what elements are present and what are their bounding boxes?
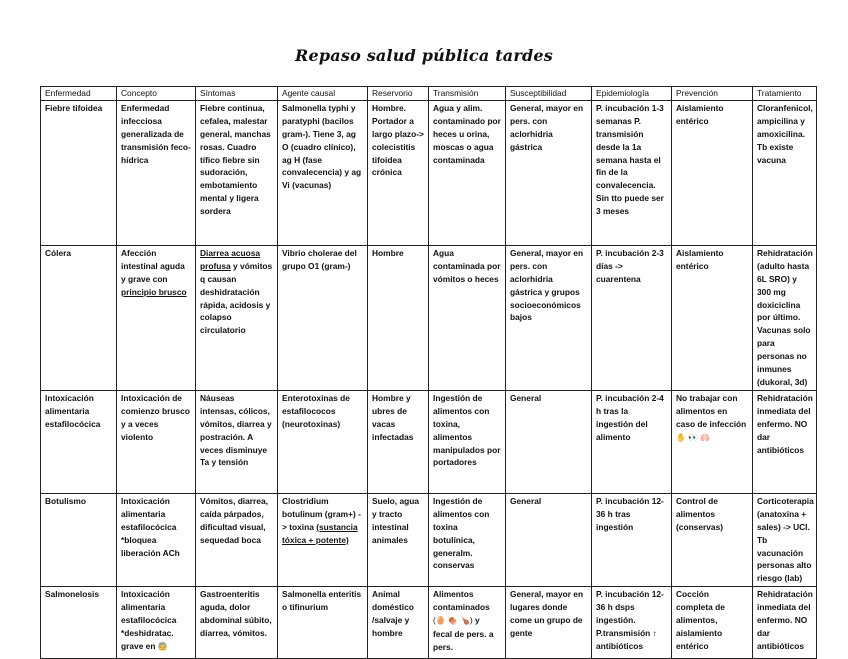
cell-tratamiento: Corticoterapia (anatoxina + sales) -> UCI. Tb vacunación personas alto riesgo (lab) bbox=[753, 493, 817, 586]
col-header-sintomas: Síntomas bbox=[196, 87, 278, 101]
cell-susceptibilidad: General, mayor en lugares donde come un grupo de gente bbox=[506, 587, 592, 659]
table-row bbox=[41, 100, 817, 245]
col-header-tratamiento: Tratamiento bbox=[753, 87, 817, 101]
transmision-text: Alimentos contaminados bbox=[433, 589, 490, 613]
cell-enfermedad: Cólera bbox=[41, 245, 117, 390]
cell-reservorio: Hombre y ubres de vacas infectadas bbox=[368, 390, 429, 493]
table-row bbox=[41, 245, 817, 390]
cell-enfermedad: Salmonelosis bbox=[41, 587, 117, 659]
cell-concepto: Intoxicación alimentaria estafilocócica *bloquea liberación ACh bbox=[117, 493, 196, 586]
col-header-susceptibilidad: Susceptibilidad bbox=[506, 87, 592, 101]
cell-tratamiento: Rehidratación (adulto hasta 6L SRO) y 300 mg doxiciclina por último. Vacunas solo para personas no inmunes (dukoral, 3d) bbox=[753, 245, 817, 390]
cell-epidemiologia: P. incubación 12-36 h tras ingestión bbox=[592, 493, 672, 586]
cell-concepto bbox=[117, 587, 196, 659]
cell-reservorio: Suelo, agua y tracto intestinal animales bbox=[368, 493, 429, 586]
cell-susceptibilidad: General, mayor en pers. con aclorhidria gástrica y grupos socioeconómicos bajos bbox=[506, 245, 592, 390]
cell-epidemiologia: P. incubación 2-3 días -> cuarentena bbox=[592, 245, 672, 390]
cell-enfermedad: Botulismo bbox=[41, 493, 117, 586]
cell-transmision: Ingestión de alimentos con toxina botulínica, generalm. conservas bbox=[429, 493, 506, 586]
cell-agente-causal: Vibrio cholerae del grupo O1 (gram-) bbox=[278, 245, 368, 390]
sintomas-underlined: Diarrea acuosa profusa bbox=[200, 247, 261, 271]
sintomas-text: y vómitos q causan deshidratación rápida, acidosis y colapso circulatorio bbox=[200, 260, 273, 336]
concepto-text: Afección intestinal aguda y grave con bbox=[121, 247, 185, 284]
cell-reservorio: Hombre bbox=[368, 245, 429, 390]
agente-underlined: (sustancia tóxica + potente) bbox=[282, 521, 358, 545]
cell-tratamiento: Rehidratación inmediata del enfermo. NO dar antibióticos bbox=[753, 587, 817, 659]
table-header-row bbox=[41, 87, 817, 101]
cell-prevencion: Aislamiento entérico bbox=[672, 245, 753, 390]
cell-tratamiento: Cloranfenicol, ampicilina y amoxicilina. Tb existe vacuna bbox=[753, 100, 817, 245]
cell-enfermedad: Intoxicación alimentaria estafilocócica bbox=[41, 390, 117, 493]
cell-sintomas bbox=[196, 245, 278, 390]
cell-susceptibilidad: General bbox=[506, 390, 592, 493]
cell-prevencion bbox=[672, 390, 753, 493]
cell-concepto bbox=[117, 245, 196, 390]
col-header-enfermedad: Enfermedad bbox=[41, 87, 117, 101]
cell-agente-causal: Salmonella typhi y paratyphi (bacilos gram-). Tiene 3, ag O (cuadro clínico), ag H (fase convalecencia) y ag Vi (vacunas) bbox=[278, 100, 368, 245]
concepto-text: Intoxicación alimentaria estafilocócica *deshidratac. grave en bbox=[121, 589, 177, 651]
col-header-prevencion: Prevención bbox=[672, 87, 753, 101]
col-header-agente-causal: Agente causal bbox=[278, 87, 368, 101]
cell-susceptibilidad: General bbox=[506, 493, 592, 586]
cell-prevencion: Cocción completa de alimentos, aislamiento entérico bbox=[672, 587, 753, 659]
cell-enfermedad: Fiebre tifoidea bbox=[41, 100, 117, 245]
page-title: Repaso salud pública tardes bbox=[295, 46, 553, 65]
prevencion-text: No trabajar con alimentos en caso de infección bbox=[676, 392, 747, 429]
cell-prevencion: Aislamiento entérico bbox=[672, 100, 753, 245]
cell-sintomas: Vómitos, diarrea, caída párpados, dificultad visual, sequedad boca bbox=[196, 493, 278, 586]
cell-epidemiologia: P. incubación 1-3 semanas P. transmisión desde la 1a semana hasta el fin de la convalecencia. Sin tto puede ser 3 meses bbox=[592, 100, 672, 245]
cell-tratamiento: Rehidratación inmediata del enfermo. NO dar antibióticos bbox=[753, 390, 817, 493]
cell-transmision: Ingestión de alimentos con toxina, alimentos manipulados por portadores bbox=[429, 390, 506, 493]
cell-epidemiologia: P. incubación 2-4 h tras la ingestión del alimento bbox=[592, 390, 672, 493]
cell-agente-causal: Salmonella enteritis o tifinurium bbox=[278, 587, 368, 659]
cell-prevencion: Control de alimentos (conservas) bbox=[672, 493, 753, 586]
egg-meat-chicken-emoji-icon: (🥚 🍖 🍗) bbox=[433, 616, 473, 626]
col-header-transmision: Transmisión bbox=[429, 87, 506, 101]
concepto-underlined: principio brusco bbox=[121, 286, 187, 297]
cell-sintomas: Fiebre continua, cefalea, malestar general, manchas rosas. Cuadro tífico fiebre sin sudoración, embotamiento mental y ligera sordera bbox=[196, 100, 278, 245]
table-row bbox=[41, 587, 817, 659]
cell-sintomas: Náuseas intensas, cólicos, vómitos, diarrea y postración. A veces disminuye Ta y tensión bbox=[196, 390, 278, 493]
cell-reservorio: Animal doméstico /salvaje y hombre bbox=[368, 587, 429, 659]
cell-reservorio: Hombre. Portador a largo plazo-> colecistitis tifoidea crónica bbox=[368, 100, 429, 245]
col-header-epidemiologia: Epidemiología bbox=[592, 87, 672, 101]
table-row bbox=[41, 493, 817, 586]
public-health-table bbox=[40, 86, 817, 659]
col-header-reservorio: Reservorio bbox=[368, 87, 429, 101]
cell-transmision: Agua y alim. contaminado por heces u orina, moscas o agua contaminada bbox=[429, 100, 506, 245]
cell-sintomas: Gastroenteritis aguda, dolor abdominal súbito, diarrea, vómitos. bbox=[196, 587, 278, 659]
cell-agente-causal: Enterotoxinas de estafilococos (neurotoxinas) bbox=[278, 390, 368, 493]
cell-concepto: Intoxicación de comienzo brusco y a veces violento bbox=[117, 390, 196, 493]
table-row bbox=[41, 390, 817, 493]
cell-epidemiologia: P. incubación 12-36 h dsps ingestión. P.transmisión ↑ antibióticos bbox=[592, 587, 672, 659]
elderly-person-emoji-icon: 🧓 bbox=[157, 641, 168, 651]
cell-transmision: Agua contaminada por vómitos o heces bbox=[429, 245, 506, 390]
agente-text: Clostridium botulinum (gram+) -> toxina bbox=[282, 495, 361, 532]
cell-concepto: Enfermedad infecciosa generalizada de transmisión feco-hídrica bbox=[117, 100, 196, 245]
col-header-concepto: Concepto bbox=[117, 87, 196, 101]
transmision-text-b: y fecal de pers. a pers. bbox=[433, 615, 494, 652]
hand-eyes-lungs-emoji-icon: ✋ 👀 🫁 bbox=[676, 432, 711, 442]
cell-agente-causal bbox=[278, 493, 368, 586]
cell-transmision bbox=[429, 587, 506, 659]
cell-susceptibilidad: General, mayor en pers. con aclorhidria gástrica bbox=[506, 100, 592, 245]
